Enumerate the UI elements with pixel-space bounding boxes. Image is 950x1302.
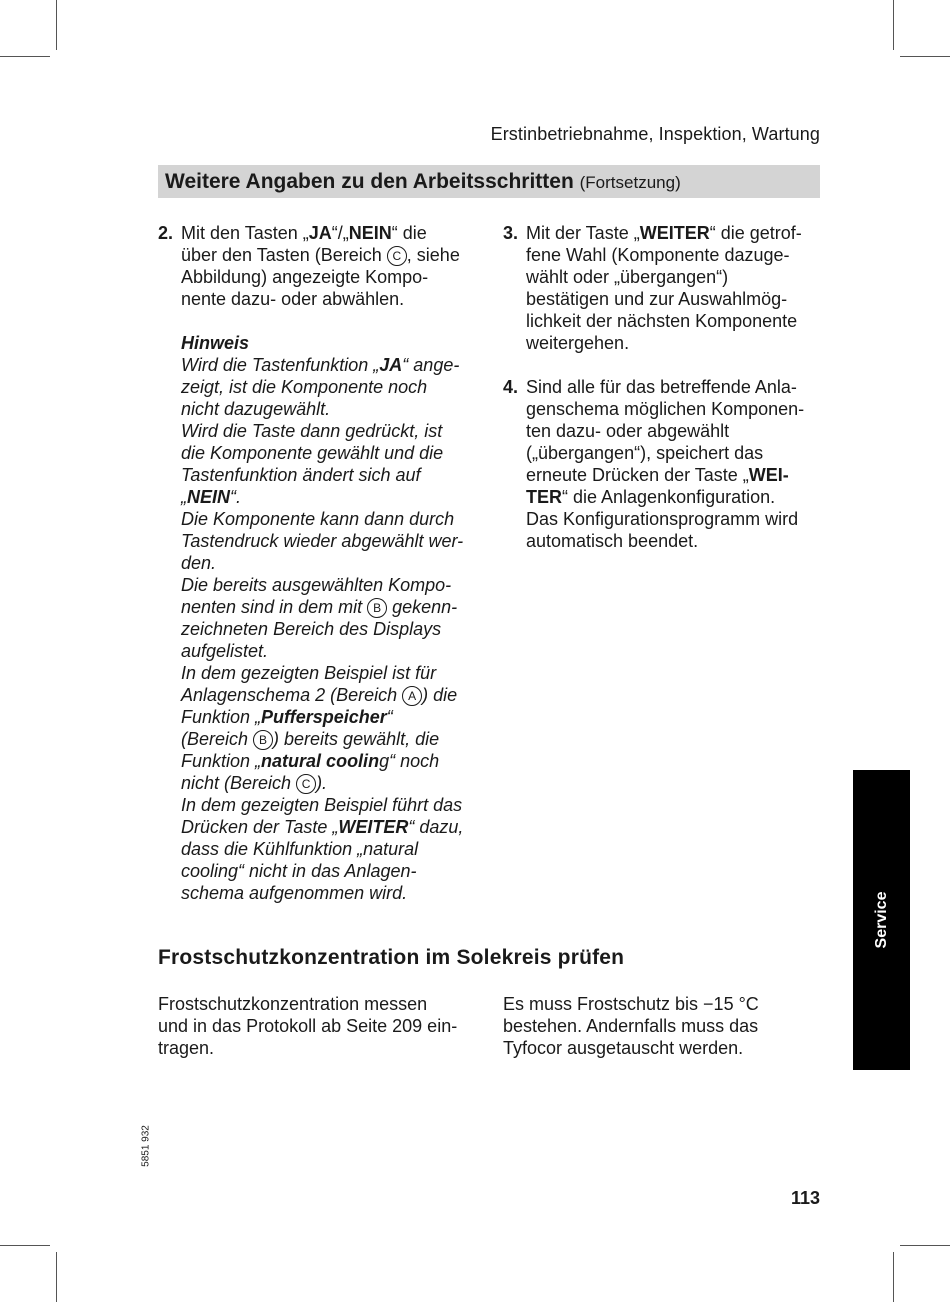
- area-b-marker: B: [367, 598, 387, 618]
- note-line: In dem gezeigten Beispiel ist für: [181, 663, 437, 683]
- text-line: Sind alle für das betreffende Anla-: [526, 377, 797, 397]
- note-title: Hinweis: [181, 333, 250, 353]
- area-c-marker: C: [387, 246, 407, 266]
- text-line: Mit der Taste „WEITER“ die getrof-: [526, 223, 802, 243]
- crop-mark: [900, 1245, 950, 1246]
- note-line: nicht dazugewählt.: [181, 399, 331, 419]
- step-number: 4.: [503, 377, 519, 397]
- note-line: Drücken der Taste „WEITER“ dazu,: [181, 817, 464, 837]
- section-bar: [158, 165, 820, 198]
- note-line: schema aufgenommen wird.: [181, 883, 408, 903]
- text-line: und in das Protokoll ab Seite 209 ein-: [158, 1016, 458, 1036]
- step-2: [158, 222, 488, 904]
- note-line: Wird die Tastenfunktion „JA“ ange-: [181, 355, 460, 375]
- section-title-text: Weitere Angaben zu den Arbeitsschritten: [165, 170, 574, 193]
- area-c-marker: C: [296, 774, 316, 794]
- right-column: [503, 222, 823, 552]
- text-line: Es muss Frostschutz bis −15 °C: [503, 994, 759, 1014]
- note-line: nenten sind in dem mit B gekenn-: [181, 597, 458, 617]
- text-line: fene Wahl (Komponente dazuge-: [526, 245, 790, 265]
- text-line: nente dazu- oder abwählen.: [181, 289, 405, 309]
- crop-mark: [56, 0, 57, 50]
- running-head: Erstinbetriebnahme, Inspektion, Wartung: [490, 124, 820, 144]
- text-line: Frostschutzkonzentration messen: [158, 994, 428, 1014]
- crop-mark: [900, 56, 950, 57]
- text-line: Mit den Tasten „JA“/„NEIN“ die: [181, 223, 427, 243]
- note-line: Anlagenschema 2 (Bereich A ) die: [181, 685, 458, 705]
- text-line: bestätigen und zur Auswahlmög-: [526, 289, 788, 309]
- document-number: 5851 932: [140, 1125, 152, 1167]
- note-line: zeichneten Bereich des Displays: [181, 619, 442, 639]
- text-line: („übergangen“), speichert das: [526, 443, 764, 463]
- area-b-marker: B: [253, 730, 273, 750]
- note-line: cooling“ nicht in das Anlagen-: [181, 861, 417, 881]
- crop-mark: [0, 56, 50, 57]
- crop-mark: [0, 1245, 50, 1246]
- frost-right-text: [503, 993, 823, 1059]
- note-line: aufgelistet.: [181, 641, 269, 661]
- note-line: (Bereich B ) bereits gewählt, die: [181, 729, 440, 749]
- text-line: wählt oder „übergangen“): [526, 267, 729, 287]
- crop-mark: [893, 1252, 894, 1302]
- crop-mark: [56, 1252, 57, 1302]
- text-line: Tyfocor ausgetauscht werden.: [503, 1038, 744, 1058]
- note-line: Tastendruck wieder abgewählt wer-: [181, 531, 464, 551]
- step-number: 3.: [503, 223, 519, 243]
- text-line: lichkeit der nächsten Komponente: [526, 311, 798, 331]
- area-a-marker: A: [402, 686, 422, 706]
- note-line: zeigt, ist die Komponente noch: [181, 377, 428, 397]
- note-line: Tastenfunktion ändert sich auf: [181, 465, 421, 485]
- section-title-suffix: (Fortsetzung): [579, 173, 681, 192]
- service-tab-label: Service: [872, 891, 890, 949]
- note-line: den.: [181, 553, 217, 573]
- note-line: Die Komponente kann dann durch: [181, 509, 455, 529]
- crop-mark: [893, 0, 894, 50]
- page-number: 113: [790, 1188, 820, 1208]
- text-line: ten dazu- oder abgewählt: [526, 421, 730, 441]
- text-line: erneute Drücken der Taste „WEI-: [526, 465, 789, 485]
- frost-left-text: [158, 993, 488, 1059]
- text-line: weitergehen.: [526, 333, 630, 353]
- text-line: Abbildung) angezeigte Kompo-: [181, 267, 429, 287]
- step-4: [503, 376, 823, 552]
- text-line: genschema möglichen Komponen-: [526, 399, 805, 419]
- note-line: Die bereits ausgewählten Kompo-: [181, 575, 452, 595]
- text-line: automatisch beendet.: [526, 531, 699, 551]
- note-line: Funktion „Pufferspeicher“: [181, 707, 393, 727]
- note-block: [181, 332, 488, 904]
- step-3: [503, 222, 823, 354]
- section-title: [165, 170, 681, 194]
- left-column: [158, 222, 488, 904]
- text-line: Das Konfigurationsprogramm wird: [526, 509, 799, 529]
- step-number: 2.: [158, 223, 174, 243]
- text-line: TER“ die Anlagenkonfiguration.: [526, 487, 776, 507]
- note-line: Wird die Taste dann gedrückt, ist: [181, 421, 443, 441]
- text-line: tragen.: [158, 1038, 215, 1058]
- text-line: bestehen. Andernfalls muss das: [503, 1016, 759, 1036]
- text-line: über den Tasten (Bereich C , siehe: [181, 245, 460, 265]
- note-line: dass die Kühlfunktion „natural: [181, 839, 419, 859]
- note-line: Funktion „natural cooling“ noch: [181, 751, 440, 771]
- frost-heading: Frostschutzkonzentration im Solekreis prüfen: [158, 946, 625, 969]
- note-line: nicht (Bereich C ).: [181, 773, 328, 793]
- note-line: „NEIN“.: [181, 487, 242, 507]
- note-line: die Komponente gewählt und die: [181, 443, 444, 463]
- note-line: In dem gezeigten Beispiel führt das: [181, 795, 463, 815]
- service-tab: [853, 770, 910, 1070]
